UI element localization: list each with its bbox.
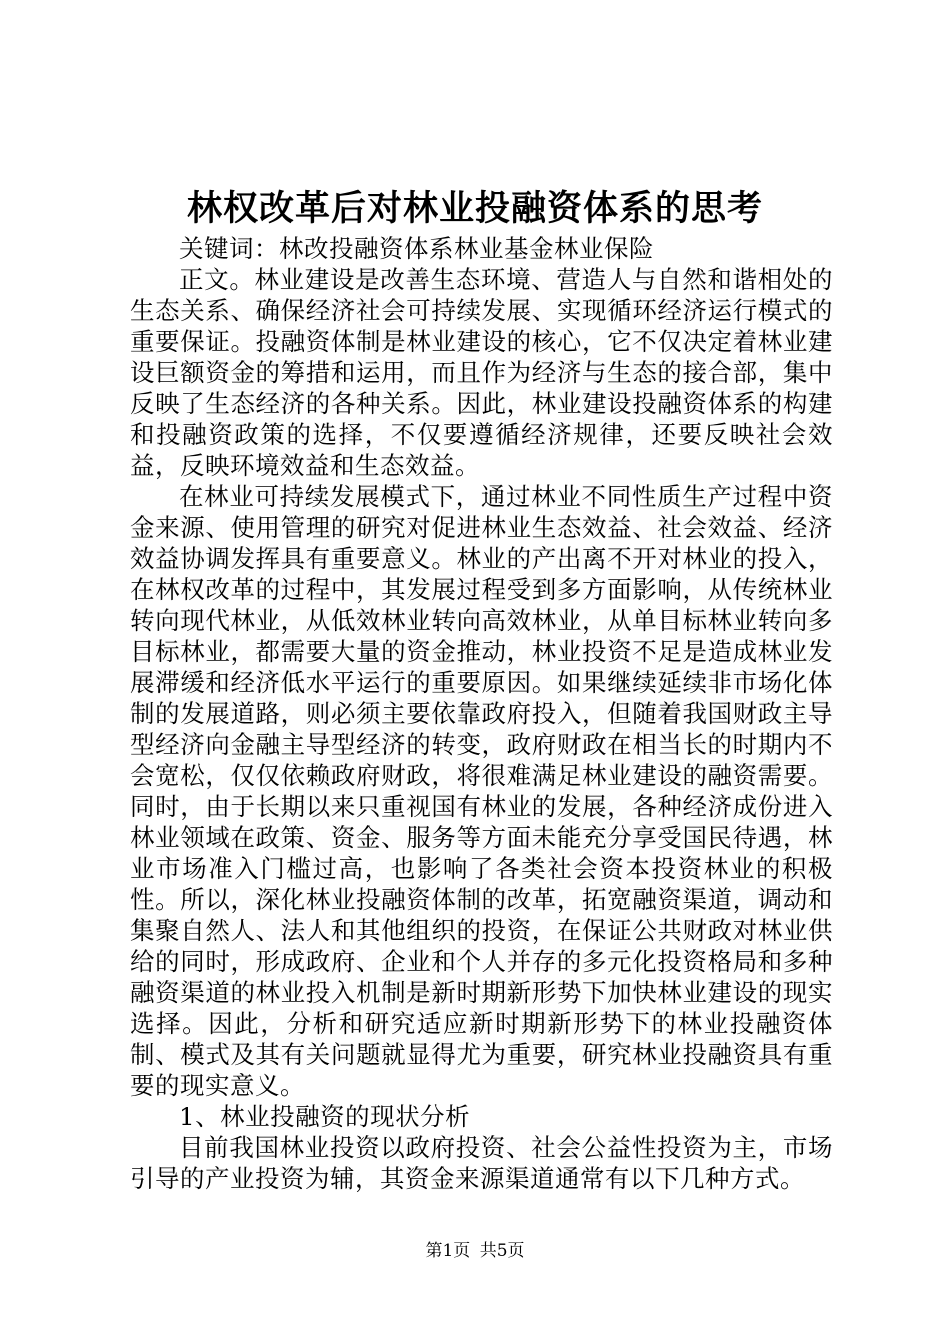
page-total: 共5页 (479, 1241, 525, 1261)
page-footer (0, 1240, 950, 1262)
body-paragraph: 在林业可持续发展模式下，通过林业不同性质生产过程中资金来源、使用管理的研究对促进林业生态效益、社会效益、经济效益协调发挥具有重要意义。林业的产出离不开对林业的投入，在林权改革的过程中，其发展过程受到多方面影响，从传统林业转向现代林业，从低效林业转向高效林业，从单目标林业转向多目标林业，都需要大量的资金推动，林业投资不足是造成林业发展滞缓和经济低水平运行的重要原因。如果继续延续非市场化体制的发展道路，则必须主要依靠政府投入，但随着我国财政主导型经济向金融主导型经济的转变，政府财政在相当长的时期内不会宽松，仅仅依赖政府财政，将很难满足林业建设的融资需要。同时，由于长期以来只重视国有林业的发展，各种经济成份进入林业领域在政策、资金、服务等方面未能充分享受国民待遇，林业市场准入门槛过高，也影响了各类社会资本投资林业的积极性。所以，深化林业投融资体制的改革，拓宽融资渠道，调动和集聚自然人、法人和其他组织的投资，在保证公共财政对林业供给的同时，形成政府、企业和个人并存的多元化投资格局和多种融资渠道的林业投入机制是新时期新形势下加快林业建设的现实选择。因此，分析和研究适应新时期新形势下的林业投融资体制、模式及其有关问题就显得尤为重要，研究林业投融资具有重要的现实意义。 (130, 482, 833, 1100)
page-number: 第1页 (425, 1241, 471, 1261)
section-heading: 1、林业投融资的现状分析 (179, 1102, 471, 1131)
document-body (130, 233, 833, 1194)
body-paragraph: 正文。林业建设是改善生态环境、营造人与自然和谐相处的生态关系、确保经济社会可持续发展、实现循环经济运行模式的重要保证。投融资体制是林业建设的核心，它不仅决定着林业建设巨额资金的筹措和运用，而且作为经济与生态的接合部，集中反映了生态经济的各种关系。因此，林业建设投融资体系的构建和投融资政策的选择，不仅要遵循经济规律，还要反映社会效益，反映环境效益和生态效益。 (130, 265, 833, 480)
keywords-paragraph: 关键词：林改投融资体系林业基金林业保险 (179, 234, 654, 263)
document-title: 林权改革后对林业投融资体系的思考 (186, 188, 763, 229)
body-paragraph: 目前我国林业投资以政府投资、社会公益性投资为主，市场引导的产业投资为辅，其资金来源渠道通常有以下几种方式。 (130, 1133, 833, 1193)
